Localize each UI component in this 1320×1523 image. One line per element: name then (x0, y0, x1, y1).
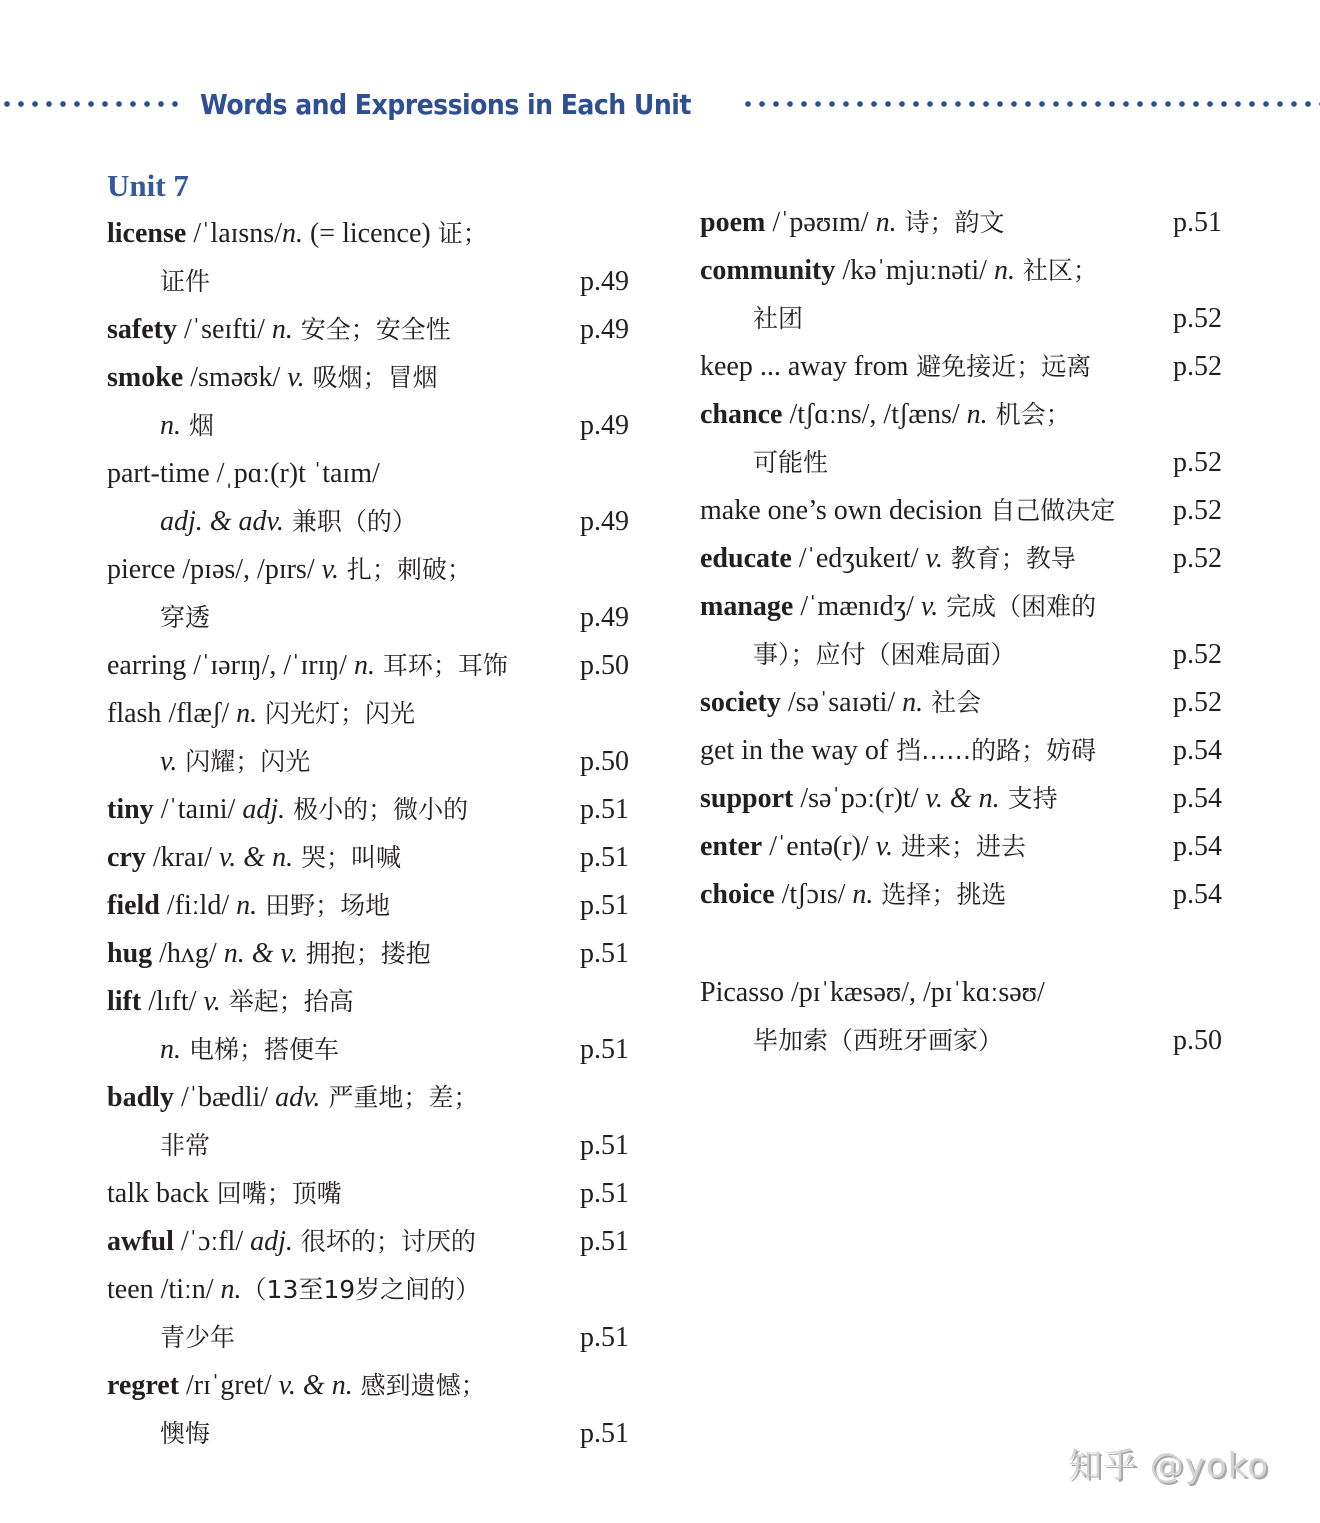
page-reference: p.52 (1173, 447, 1222, 478)
part-of-speech: adj. (250, 1226, 293, 1257)
chinese-meaning: 田野；场地 (257, 891, 391, 920)
unit-title: Unit 7 (107, 168, 189, 203)
chinese-meaning: 哭；叫喊 (293, 843, 402, 872)
vocab-entry (107, 306, 629, 354)
chinese-meaning: 证； (437, 219, 488, 248)
page-reference: p.49 (580, 506, 629, 537)
entry-continuation (700, 1017, 1222, 1065)
vocab-entry (700, 775, 1222, 823)
phonetic: /ˈedʒukeɪt/ (791, 543, 926, 574)
entry-line (107, 882, 629, 930)
entry-continuation (107, 1314, 629, 1362)
page-reference: p.52 (1173, 639, 1222, 670)
chinese-meaning: 闪光灯；闪光 (257, 699, 416, 728)
headword: lift (107, 986, 142, 1017)
chinese-meaning: 闪耀；闪光 (177, 747, 311, 776)
chinese-meaning: 很坏的；讨厌的 (292, 1227, 476, 1256)
phonetic: /ˈmænɪdʒ/ (793, 591, 921, 622)
entry-continuation (107, 1122, 629, 1170)
part-of-speech: adj. (242, 794, 286, 825)
entry-line (700, 247, 1222, 295)
entry-line (107, 354, 629, 402)
headword: Picasso (700, 977, 784, 1008)
section-header (0, 84, 1320, 124)
headword: teen (107, 1274, 154, 1305)
page-reference: p.50 (580, 650, 629, 681)
headword: awful (107, 1226, 174, 1257)
part-of-speech: n. (236, 698, 258, 729)
headword: field (107, 890, 160, 921)
part-of-speech: n. (281, 218, 303, 249)
phonetic: /ˈseɪfti/ (176, 314, 272, 345)
entry-line (107, 1074, 629, 1122)
page-reference: p.51 (580, 842, 629, 873)
chinese-meaning: 社区； (1014, 256, 1098, 285)
headword: choice (700, 879, 775, 910)
entry-continuation (107, 1410, 629, 1458)
chinese-meaning: 非常 (160, 1131, 211, 1160)
entry-line (107, 1362, 629, 1410)
part-of-speech: n. (271, 314, 293, 345)
vocab-entry (107, 786, 629, 834)
part-of-speech: n. & v. (223, 938, 298, 969)
chinese-meaning: 诗；韵文 (896, 208, 1005, 237)
entry-line (700, 871, 1222, 919)
part-of-speech: n. (220, 1274, 242, 1305)
part-of-speech: v. & n. (218, 842, 294, 873)
dotted-rule-left (0, 100, 186, 108)
phonetic: /ˈtaɪni/ (153, 794, 243, 825)
entry-line (107, 1170, 629, 1218)
page-reference: p.51 (580, 1178, 629, 1209)
headword: part-time (107, 458, 210, 489)
phonetic: /kəˈmjuːnəti/ (835, 255, 994, 286)
chinese-meaning: 穿透 (160, 603, 211, 632)
chinese-meaning: （13至19岁之间的） (241, 1275, 481, 1304)
chinese-meaning: 安全；安全性 (292, 315, 451, 344)
part-of-speech: adv. (275, 1082, 321, 1113)
headword: regret (107, 1370, 180, 1401)
page-reference: p.54 (1173, 735, 1222, 766)
chinese-meaning: 青少年 (160, 1323, 236, 1352)
headword: tiny (107, 794, 154, 825)
page-reference: p.54 (1173, 831, 1222, 862)
chinese-meaning: 耳环；耳饰 (374, 651, 508, 680)
left-column (107, 210, 629, 1458)
vocab-entry (107, 930, 629, 978)
vocab-entry (107, 354, 629, 450)
phonetic: /tʃɔɪs/ (774, 879, 853, 910)
chinese-meaning: 支持 (999, 784, 1058, 813)
entry-continuation (700, 295, 1222, 343)
entry-line (700, 969, 1222, 1017)
chinese-meaning: 进来；进去 (893, 832, 1026, 861)
page-reference: p.51 (580, 938, 629, 969)
phonetic: /tʃɑːns/, /tʃæns/ (782, 399, 967, 430)
part-of-speech: adj. & adv. (160, 506, 284, 537)
vocab-entry (107, 690, 629, 786)
page-reference: p.51 (580, 794, 629, 825)
entry-line (700, 535, 1222, 583)
chinese-meaning: 烟 (181, 411, 214, 440)
phonetic: /ˈɔːfl/ (173, 1226, 251, 1257)
page-reference: p.50 (580, 746, 629, 777)
page-reference: p.54 (1173, 783, 1222, 814)
chinese-meaning: 教育；教导 (942, 544, 1076, 573)
entry-line (700, 343, 1222, 391)
right-column (700, 199, 1222, 1065)
vocab-entry (107, 450, 629, 546)
proper-noun-entries (700, 969, 1222, 1065)
entry-line (700, 727, 1222, 775)
headword: keep ... away from (700, 351, 909, 382)
page-reference: p.51 (1173, 207, 1222, 238)
headword: talk back (107, 1178, 209, 1209)
vocab-entry (107, 642, 629, 690)
phonetic: /flæʃ/ (161, 698, 237, 729)
entry-line (107, 1266, 629, 1314)
page-reference: p.52 (1173, 687, 1222, 718)
chinese-meaning: 拥抱；搂抱 (297, 939, 431, 968)
chinese-meaning: 避免接近；远离 (908, 352, 1092, 381)
part-of-speech: v. (925, 543, 943, 574)
vocab-entry (700, 727, 1222, 775)
entry-line (107, 834, 629, 882)
headword: manage (700, 591, 794, 622)
phonetic: /sməʊk/ (183, 362, 288, 393)
headword: badly (107, 1082, 174, 1113)
entry-continuation (107, 258, 629, 306)
chinese-meaning: 回嘴；顶嘴 (208, 1179, 342, 1208)
entry-line (107, 306, 629, 354)
chinese-meaning: 完成（困难的 (938, 592, 1097, 621)
page-reference: p.54 (1173, 879, 1222, 910)
vocab-entry (700, 247, 1222, 343)
entry-line (700, 199, 1222, 247)
phonetic: /ˈɪərɪŋ/, /ˈɪrɪŋ/ (186, 650, 354, 681)
entry-continuation (107, 1026, 629, 1074)
headword: smoke (107, 362, 184, 393)
vocab-entry (700, 391, 1222, 487)
page-reference: p.51 (580, 1130, 629, 1161)
entry-line (107, 690, 629, 738)
part-of-speech: n. (875, 207, 897, 238)
entry-continuation (107, 594, 629, 642)
phonetic: /səˈpɔː(r)t/ (793, 783, 926, 814)
phonetic: /ˈlaɪsns/ (186, 218, 282, 249)
entry-line (700, 583, 1222, 631)
chinese-meaning: 电梯；搭便车 (181, 1035, 339, 1064)
page-reference: p.51 (580, 1226, 629, 1257)
headword: educate (700, 543, 792, 574)
headword: support (700, 783, 794, 814)
entry-line (107, 930, 629, 978)
watermark: 知乎 @yoko (1068, 1446, 1270, 1486)
note: (= licence) (302, 218, 438, 249)
chinese-meaning: 自己做决定 (982, 496, 1116, 525)
part-of-speech: v. (321, 554, 339, 585)
phonetic: /fiːld/ (159, 890, 237, 921)
vocab-entry (107, 1218, 629, 1266)
entry-line (700, 391, 1222, 439)
headword: get in the way of (700, 735, 889, 766)
entry-line (107, 786, 629, 834)
entry-line (700, 775, 1222, 823)
vocab-entry (107, 1074, 629, 1170)
part-of-speech: v. (920, 591, 939, 622)
part-of-speech: n. (160, 1034, 181, 1065)
vocab-entry (107, 1170, 629, 1218)
chinese-meaning: 吸烟；冒烟 (304, 363, 438, 392)
page-reference: p.51 (580, 890, 629, 921)
vocab-entry (107, 978, 629, 1074)
vocab-entry (700, 679, 1222, 727)
vocab-entry (700, 343, 1222, 391)
page-reference: p.52 (1173, 351, 1222, 382)
vocab-entry (107, 882, 629, 930)
entry-line (107, 210, 629, 258)
part-of-speech: n. (993, 255, 1015, 286)
entry-line (107, 978, 629, 1026)
part-of-speech: n. (852, 879, 874, 910)
chinese-meaning: 举起；抬高 (220, 987, 354, 1016)
vocab-entry (107, 834, 629, 882)
spacer (700, 919, 1222, 969)
page-reference: p.52 (1173, 303, 1222, 334)
page-reference: p.49 (580, 410, 629, 441)
headword: cry (107, 842, 146, 873)
page-reference: p.51 (580, 1418, 629, 1449)
chinese-meaning: 挡……的路；妨碍 (888, 736, 1097, 765)
entry-line (107, 1218, 629, 1266)
chinese-meaning: 极小的；微小的 (285, 795, 469, 824)
phonetic: /ˈpəʊɪm/ (765, 207, 876, 238)
chinese-meaning: 可能性 (753, 448, 829, 477)
chinese-meaning: 机会； (987, 400, 1071, 429)
chinese-meaning: 严重地；差； (320, 1083, 479, 1112)
vocab-entry (700, 871, 1222, 919)
chinese-meaning: 扎；刺破； (338, 555, 472, 584)
vocab-entry (107, 210, 629, 306)
chinese-meaning: 社团 (753, 304, 804, 333)
page-reference: p.50 (1173, 1025, 1222, 1056)
chinese-meaning: 毕加索（西班牙画家） (753, 1026, 1004, 1055)
part-of-speech: n. (966, 399, 988, 430)
part-of-speech: v. (287, 362, 305, 393)
headword: flash (107, 698, 162, 729)
headword: society (700, 687, 781, 718)
headword: earring (107, 650, 187, 681)
headword: chance (700, 399, 783, 430)
phonetic: /lɪft/ (141, 986, 204, 1017)
headword: hug (107, 938, 153, 969)
page-reference: p.49 (580, 314, 629, 345)
page-reference: p.51 (580, 1322, 629, 1353)
entry-continuation (107, 498, 629, 546)
entry-continuation (700, 631, 1222, 679)
chinese-meaning: 感到遗憾； (352, 1371, 486, 1400)
vocab-entry (700, 199, 1222, 247)
phonetic: /hʌg/ (152, 938, 224, 969)
dotted-rule-right (739, 100, 1320, 108)
chinese-meaning: 兼职（的） (283, 507, 417, 536)
part-of-speech: n. (353, 650, 375, 681)
part-of-speech: n. (902, 687, 924, 718)
headword: community (700, 255, 836, 286)
vocab-entry (700, 583, 1222, 679)
part-of-speech: v. (875, 831, 894, 862)
phonetic: /rɪˈgret/ (179, 1370, 279, 1401)
right-entries (700, 199, 1222, 919)
page-reference: p.52 (1173, 495, 1222, 526)
page-reference: p.49 (580, 266, 629, 297)
headword: safety (107, 314, 177, 345)
phonetic: /pɪˈkæsəʊ/, /pɪˈkɑːsəʊ/ (784, 977, 1045, 1008)
vocab-entry (700, 487, 1222, 535)
vocab-entry (107, 1266, 629, 1362)
phonetic: /ˈbædli/ (173, 1082, 276, 1113)
chinese-meaning: 选择；挑选 (873, 880, 1007, 909)
headword: poem (700, 207, 766, 238)
section-title: Words and Expressions in Each Unit (200, 87, 691, 121)
chinese-meaning: 证件 (160, 267, 211, 296)
entry-line (107, 642, 629, 690)
entry-line (107, 546, 629, 594)
part-of-speech: n. (236, 890, 258, 921)
vocab-entry (107, 1362, 629, 1458)
part-of-speech: v. (203, 986, 221, 1017)
phonetic: /tiːn/ (153, 1274, 221, 1305)
vocab-entry (700, 535, 1222, 583)
part-of-speech: v. & n. (278, 1370, 353, 1401)
entry-continuation (700, 439, 1222, 487)
page-reference: p.49 (580, 602, 629, 633)
phonetic: /ˈentə(r)/ (762, 831, 876, 862)
headword: pierce (107, 554, 176, 585)
page-reference: p.52 (1173, 543, 1222, 574)
chinese-meaning: 事）；应付（困难局面） (753, 640, 1016, 669)
chinese-meaning: 懊悔 (160, 1419, 211, 1448)
entry-line (700, 823, 1222, 871)
page-reference: p.51 (580, 1034, 629, 1065)
entry-line (700, 487, 1222, 535)
phonetic: /səˈsaɪəti/ (780, 687, 903, 718)
vocab-entry (700, 823, 1222, 871)
chinese-meaning: 社会 (923, 688, 982, 717)
entry-continuation (107, 402, 629, 450)
phonetic: /ˌpɑː(r)t ˈtaɪm/ (209, 458, 380, 489)
headword: enter (700, 831, 763, 862)
part-of-speech: v. & n. (925, 783, 1000, 814)
phonetic: /pɪəs/, /pɪrs/ (175, 554, 322, 585)
headword: license (107, 218, 187, 249)
part-of-speech: n. (160, 410, 181, 441)
entry-continuation (107, 738, 629, 786)
vocab-entry (700, 969, 1222, 1065)
entry-line (107, 450, 629, 498)
part-of-speech: v. (160, 746, 178, 777)
phonetic: /kraɪ/ (145, 842, 219, 873)
headword: make one’s own decision (700, 495, 983, 526)
vocab-entry (107, 546, 629, 642)
entry-line (700, 679, 1222, 727)
